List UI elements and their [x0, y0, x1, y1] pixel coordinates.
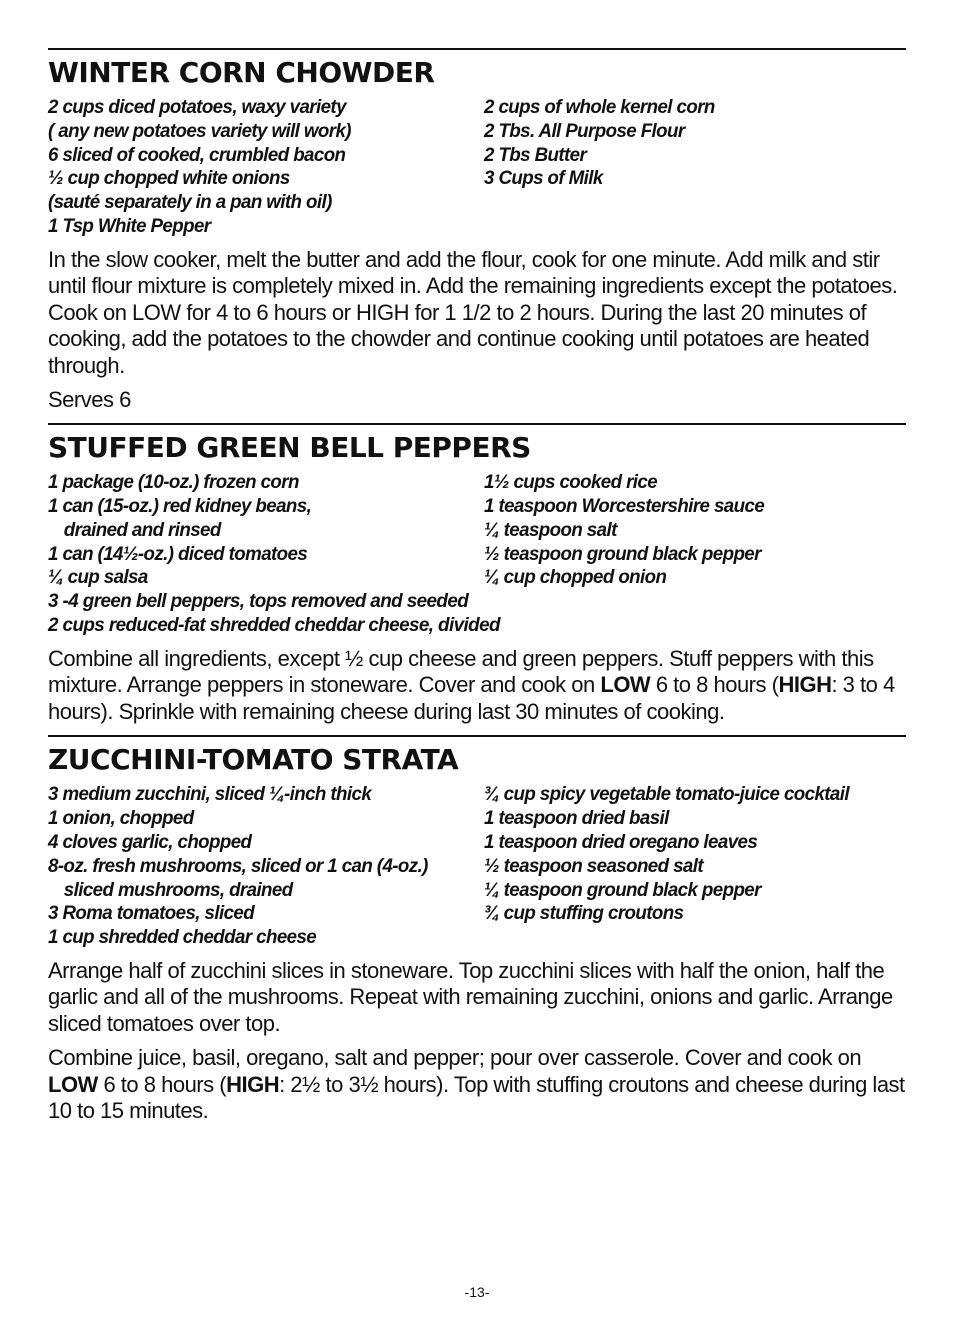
instructions-text: 6 to 8 hours (	[650, 672, 779, 698]
ingredient-line: 3 -4 green bell peppers, tops removed and seeded	[48, 591, 469, 613]
instructions-paragraph: In the slow cooker, melt the butter and add the flour, cook for one minute. Add milk and stir until flour mixture is completely mixed in. Add the remaining ingredients except the potatoes. Cook on LOW for 4 to 6 hours or HIGH for 1 1/2 to 2 hours. During the last 20 minutes of cooking, add the potatoes to the chowder and continue cooking until potatoes are heated through.	[48, 246, 898, 378]
ingredient-line: 3 medium zucchini, sliced ¼-inch thick	[48, 784, 372, 806]
high-setting-label: HIGH	[778, 672, 832, 698]
ingredient-list	[48, 96, 906, 239]
instructions-paragraph	[48, 1045, 906, 1125]
ingredient-column-right	[484, 471, 906, 590]
ingredient-line: drained and rinsed	[63, 519, 221, 541]
ingredient-list	[48, 783, 906, 950]
recipe-title: STUFFED GREEN BELL PEPPERS	[48, 431, 531, 465]
ingredient-line: 2 Tbs. All Purpose Flour	[484, 120, 685, 142]
ingredient-line: 1 can (15-oz.) red kidney beans,	[48, 496, 312, 518]
instructions-paragraph	[48, 646, 906, 726]
ingredient-line: ( any new potatoes variety will work)	[48, 120, 351, 142]
ingredient-column-left	[48, 471, 484, 590]
ingredient-line: ½ teaspoon seasoned salt	[484, 855, 704, 877]
ingredient-line: ¼ cup salsa	[48, 567, 148, 589]
ingredient-line: 1 teaspoon dried oregano leaves	[484, 831, 758, 853]
ingredient-line: 6 sliced of cooked, crumbled bacon	[48, 144, 346, 166]
ingredient-line: 1½ cups cooked rice	[484, 472, 658, 494]
ingredient-line: 1 teaspoon Worcestershire sauce	[484, 496, 765, 518]
ingredient-column-right	[484, 96, 906, 239]
ingredient-line: (sauté separately in a pan with oil)	[48, 192, 332, 214]
recipe-winter-corn-chowder	[48, 48, 906, 413]
recipe-zucchini-tomato-strata	[48, 735, 906, 1125]
ingredient-line: 2 cups of whole kernel corn	[484, 97, 715, 118]
instructions-text: Combine juice, basil, oregano, salt and pepper; pour over casserole. Cover and cook on	[48, 1045, 862, 1071]
ingredient-line: 2 cups diced potatoes, waxy variety	[48, 97, 346, 118]
instructions-text: Combine all ingredients, except ½ cup cheese and green peppers. Stuff peppers with this mixture. Arrange peppers in stoneware. Cover and cook on	[48, 645, 874, 698]
ingredient-line: ¼ teaspoon ground black pepper	[484, 879, 761, 901]
ingredient-line: 1 can (14½-oz.) diced tomatoes	[48, 543, 308, 565]
ingredient-line: 2 cups reduced-fat shredded cheddar cheese, divided	[48, 615, 500, 637]
ingredient-line: 4 cloves garlic, chopped	[48, 831, 252, 853]
ingredient-column-left	[48, 96, 484, 239]
ingredient-line: 8-oz. fresh mushrooms, sliced or 1 can (4-oz.)	[48, 855, 428, 877]
ingredient-line: sliced mushrooms, drained	[63, 879, 293, 901]
instructions-text: : 2½ to 3½ hours). Top with stuffing croutons and cheese during last 10 to 15 minutes.	[48, 1071, 905, 1124]
ingredient-line: 1 package (10-oz.) frozen corn	[48, 472, 299, 494]
instructions-text: 6 to 8 hours (	[97, 1071, 227, 1097]
servings-text: Serves 6	[48, 387, 131, 413]
ingredient-column-right	[484, 783, 906, 950]
ingredient-full-width-lines	[48, 590, 906, 638]
recipe-page	[48, 48, 906, 1125]
ingredient-line: ¾ cup spicy vegetable tomato-juice cocktail	[484, 784, 849, 806]
ingredient-line: ½ cup chopped white onions	[48, 168, 290, 190]
ingredient-line: 1 teaspoon dried basil	[484, 808, 669, 830]
low-setting-label: LOW	[600, 672, 651, 698]
ingredient-line: 1 cup shredded cheddar cheese	[48, 927, 317, 949]
ingredient-list	[48, 471, 906, 590]
instructions-text: : 3 to 4 hours). Sprinkle with remaining cheese during last 30 minutes of cooking.	[48, 672, 895, 724]
ingredient-line: 1 Tsp White Pepper	[48, 215, 211, 237]
ingredient-line: ½ teaspoon ground black pepper	[484, 543, 761, 565]
page-number: -13-	[464, 1284, 490, 1300]
ingredient-line: ¼ cup chopped onion	[484, 567, 667, 589]
ingredient-line: 2 Tbs Butter	[484, 144, 587, 166]
ingredient-line: 3 Roma tomatoes, sliced	[48, 903, 255, 925]
instructions-paragraph: Arrange half of zucchini slices in stoneware. Top zucchini slices with half the onion, half the garlic and all of the mushrooms. Repeat with remaining zucchini, onions and garlic. Arrange sliced tomatoes over top.	[48, 957, 893, 1036]
ingredient-line: ¾ cup stuffing croutons	[484, 903, 684, 925]
ingredient-line: 1 onion, chopped	[48, 808, 194, 830]
high-setting-label: HIGH	[226, 1071, 280, 1097]
ingredient-column-left	[48, 783, 484, 950]
low-setting-label: LOW	[48, 1071, 98, 1097]
ingredient-line: 3 Cups of Milk	[484, 168, 603, 190]
ingredient-line: ¼ teaspoon salt	[484, 519, 617, 541]
recipe-stuffed-green-bell-peppers	[48, 423, 906, 725]
recipe-title: ZUCCHINI-TOMATO STRATA	[48, 743, 459, 777]
recipe-title: WINTER CORN CHOWDER	[48, 56, 435, 89]
